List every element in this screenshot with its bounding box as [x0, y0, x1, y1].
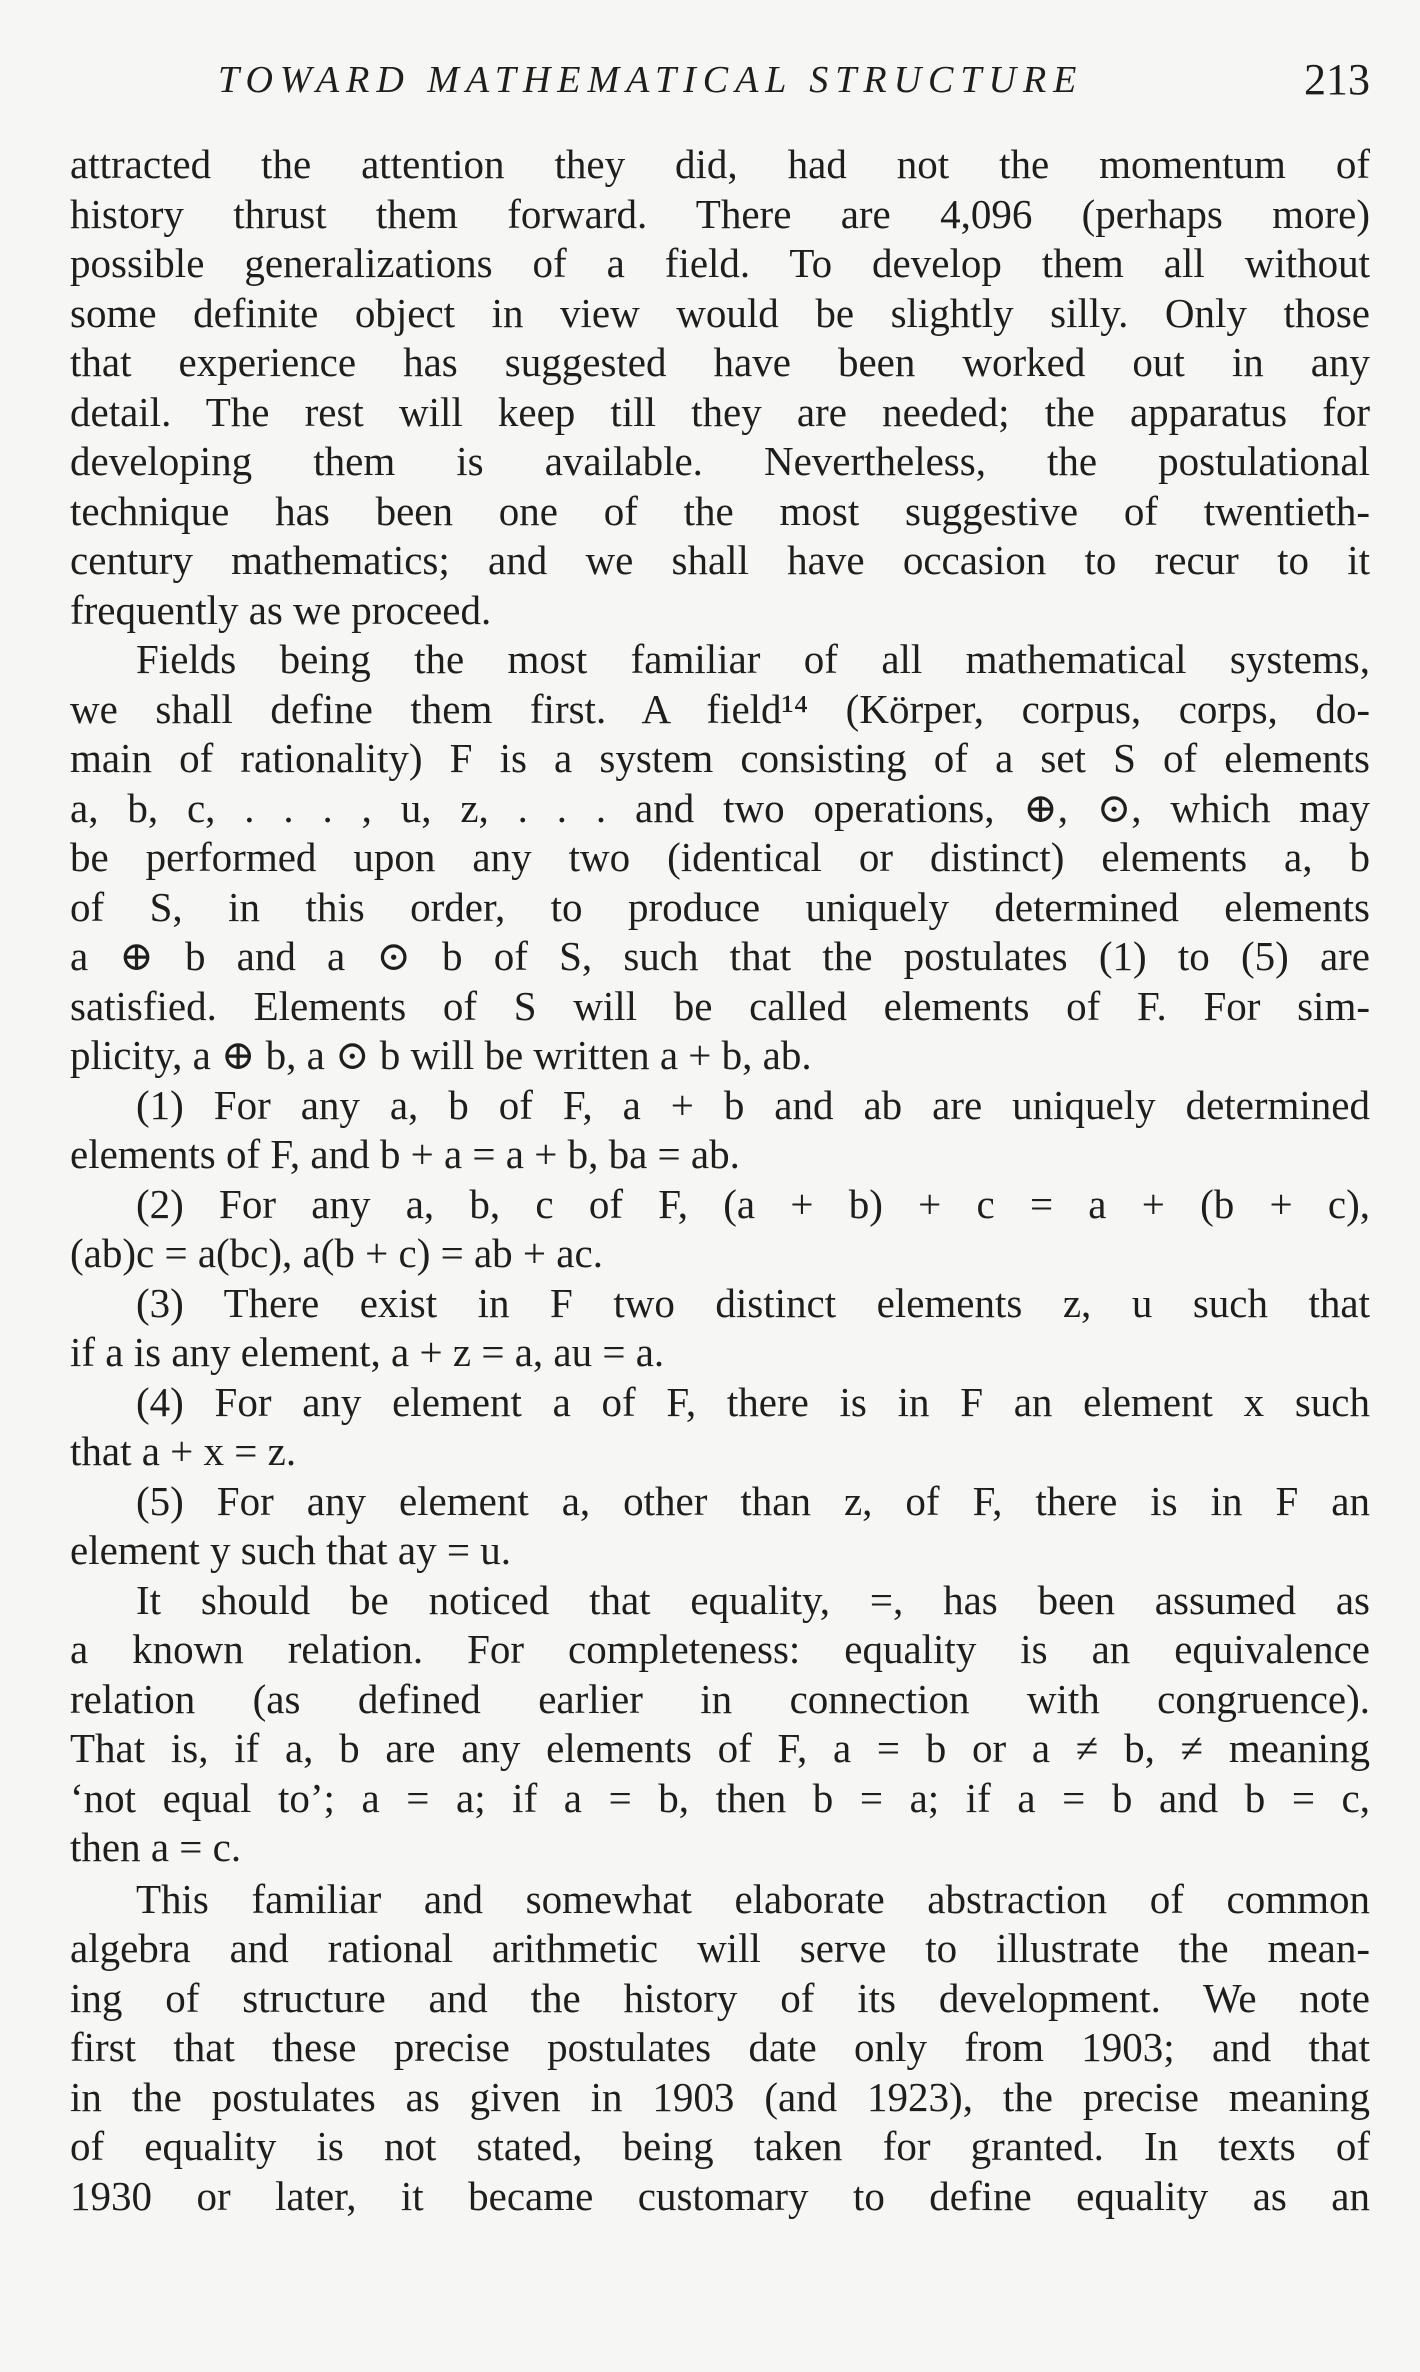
text-line: element y such that ay = u. — [70, 1527, 511, 1573]
paragraph-start-line: It should be noticed that equality, =, has been assumed as — [136, 1576, 1370, 1623]
text-line: That is, if a, b are any elements of F, a = b or a ≠ b, ≠ meaning — [70, 1725, 1370, 1771]
text-line: elements of F, and b + a = a + b, ba = ab. — [70, 1131, 740, 1177]
postulate-1-line: (1) For any a, b of F, a + b and ab are uniquely determined — [136, 1081, 1370, 1128]
text-line: be performed upon any two (identical or distinct) elements a, b — [70, 834, 1370, 880]
text-line: then a = c. — [70, 1824, 242, 1870]
text-line: that a + x = z. — [70, 1428, 297, 1474]
text-line: (ab)c = a(bc), a(b + c) = ab + ac. — [70, 1230, 603, 1276]
text-line: attracted the attention they did, had not the momentum of — [70, 141, 1370, 187]
postulate-4-line: (4) For any element a of F, there is in F an element x such — [136, 1378, 1370, 1425]
text-line: some definite object in view would be slightly silly. Only those — [70, 289, 1370, 336]
book-page — [70, 50, 1370, 2350]
text-line: 1930 or later, it became customary to define equality as an — [70, 2172, 1370, 2219]
text-line: technique has been one of the most suggestive of twentieth- — [70, 487, 1370, 534]
text-line: satisfied. Elements of S will be called elements of F. For sim- — [70, 982, 1370, 1029]
paragraph-start-line: Fields being the most familiar of all mathematical systems, — [136, 636, 1370, 682]
text-line: a, b, c, . . . , u, z, . . . and two operations, ⊕, ⊙, which may — [70, 784, 1370, 831]
page-number: 213 — [1304, 55, 1370, 104]
body-text — [70, 140, 1370, 2221]
text-line: first that these precise postulates date only from 1903; and that — [70, 2024, 1370, 2070]
text-line: of equality is not stated, being taken for granted. In texts of — [70, 2123, 1370, 2169]
text-line: that experience has suggested have been worked out in any — [70, 339, 1370, 385]
text-line: developing them is available. Nevertheless, the postulational — [70, 438, 1370, 484]
text-line: ing of structure and the history of its development. We note — [70, 1974, 1370, 2021]
page-header — [70, 50, 1370, 110]
text-line: century mathematics; and we shall have occasion to recur to it — [70, 537, 1370, 583]
text-line: if a is any element, a + z = a, au = a. — [70, 1329, 665, 1375]
text-line: we shall define them first. A field¹⁴ (Körper, corpus, corps, do- — [70, 685, 1370, 732]
text-line: ‘not equal to’; a = a; if a = b, then b = a; if a = b and b = c, — [70, 1774, 1370, 1821]
text-line: plicity, a ⊕ b, a ⊙ b will be written a + b, ab. — [70, 1032, 812, 1078]
postulate-5-line: (5) For any element a, other than z, of F, there is in F an — [136, 1477, 1370, 1524]
text-line: detail. The rest will keep till they are needed; the apparatus for — [70, 388, 1370, 435]
text-line: history thrust them forward. There are 4,096 (perhaps more) — [70, 190, 1370, 237]
text-line: of S, in this order, to produce uniquely determined elements — [70, 883, 1370, 930]
text-line: in the postulates as given in 1903 (and 1923), the precise meaning — [70, 2073, 1370, 2120]
text-line: possible generalizations of a field. To develop them all without — [70, 240, 1370, 286]
postulate-3-line: (3) There exist in F two distinct elements z, u such that — [136, 1279, 1370, 1326]
text-line: algebra and rational arithmetic will serve to illustrate the mean- — [70, 1925, 1370, 1971]
paragraph-start-line: This familiar and somewhat elaborate abstraction of common — [136, 1875, 1370, 1922]
text-line: a known relation. For completeness: equality is an equivalence — [70, 1626, 1370, 1672]
text-line: a ⊕ b and a ⊙ b of S, such that the postulates (1) to (5) are — [70, 933, 1370, 979]
running-head: TOWARD MATHEMATICAL STRUCTURE — [218, 59, 1084, 101]
text-line: frequently as we proceed. — [70, 586, 492, 633]
text-line: relation (as defined earlier in connection with congruence). — [70, 1675, 1370, 1722]
postulate-2-line: (2) For any a, b, c of F, (a + b) + c = a + (b + c), — [136, 1180, 1370, 1227]
text-line: main of rationality) F is a system consisting of a set S of elements — [70, 735, 1370, 781]
